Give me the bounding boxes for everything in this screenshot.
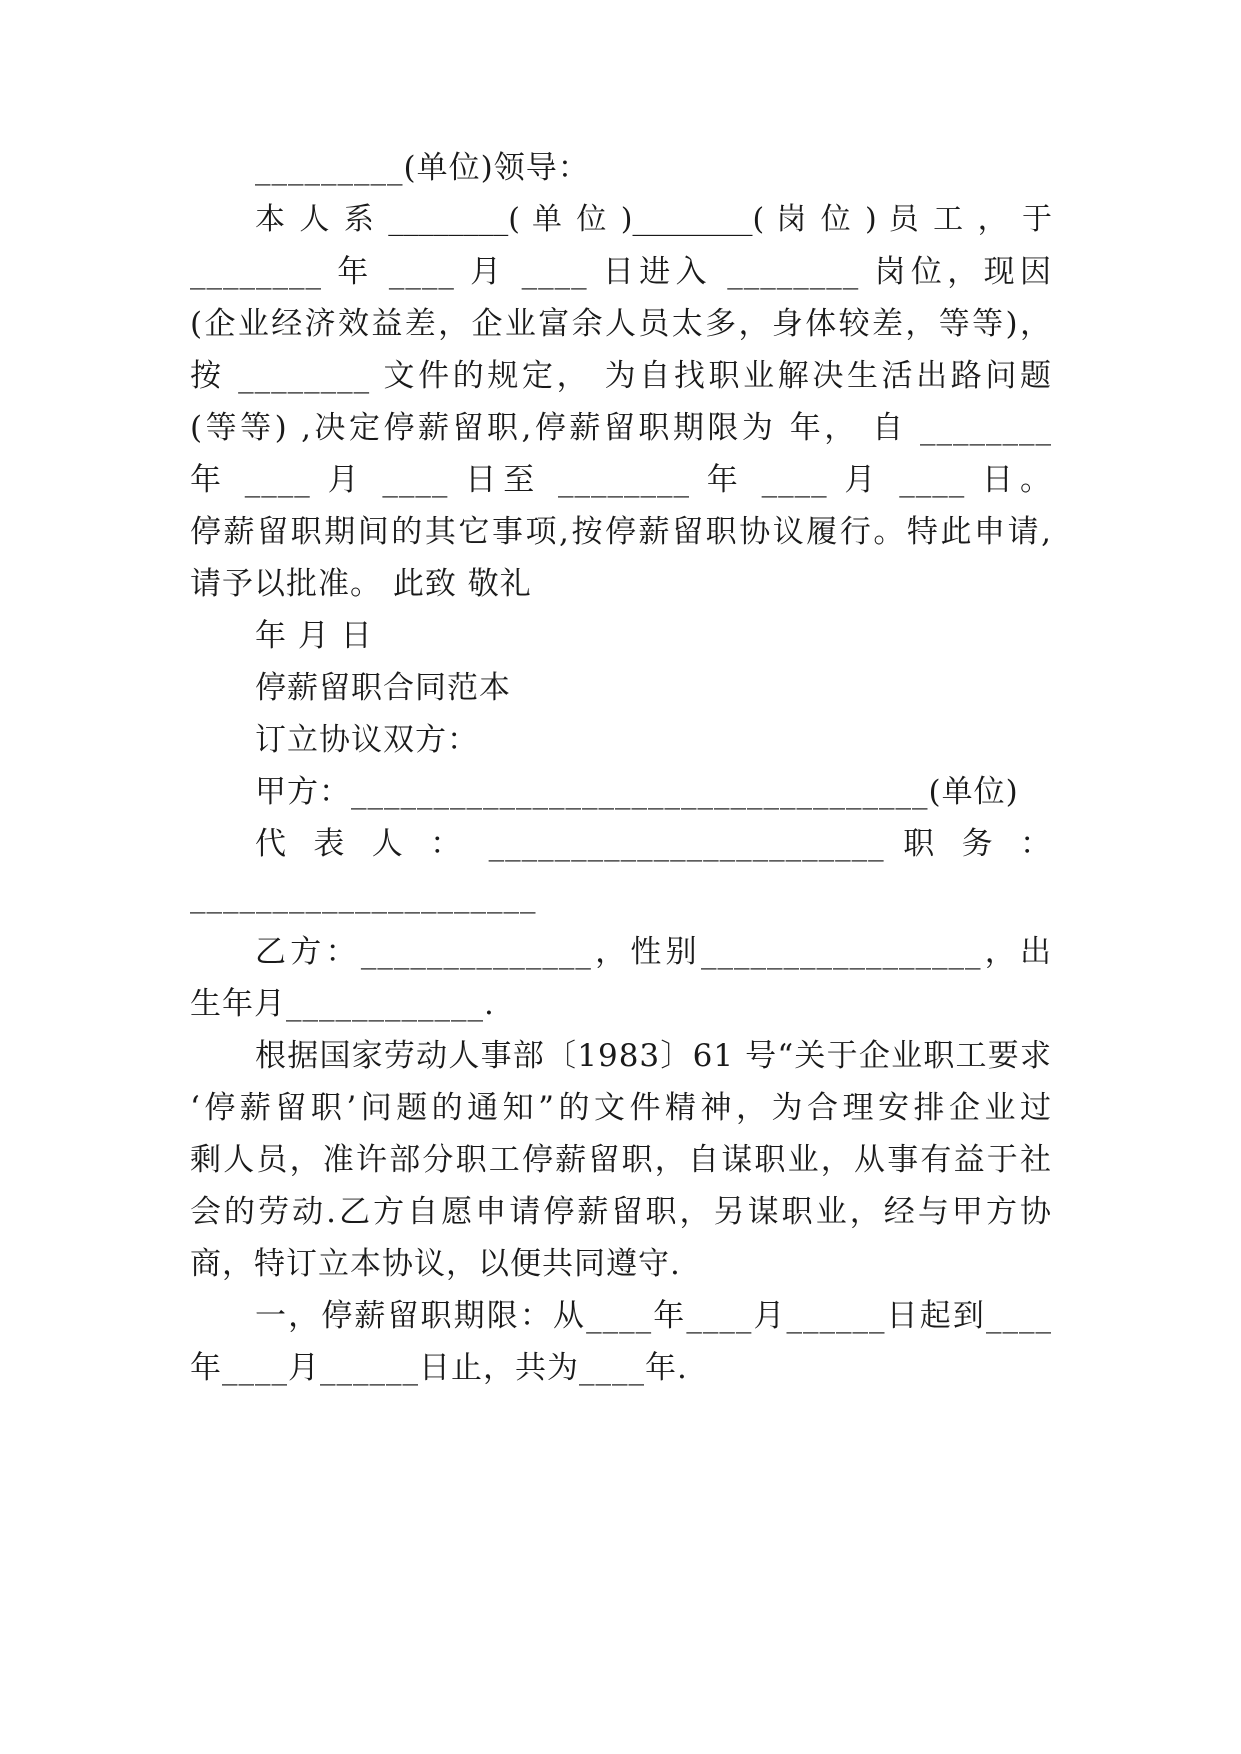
- clause-one-line: 一，停薪留职期限：从____年____月______日起到____: [255, 1298, 1052, 1334]
- date-line: 年 月 日: [255, 618, 373, 654]
- party-a-line: 甲方：___________________________________(单位): [255, 774, 1019, 810]
- body-line: 年 ____ 月 ____ 日至 ________ 年 ____ 月 ____ 日。: [190, 462, 1052, 498]
- body-line: 会的劳动.乙方自愿申请停薪留职，另谋职业，经与甲方协: [190, 1194, 1052, 1230]
- body-line: 停薪留职期间的其它事项,按停薪留职协议履行。特此申请,: [190, 514, 1052, 550]
- clause-one-line: 年____月______日止，共为____年.: [190, 1350, 688, 1386]
- contract-title: 停薪留职合同范本: [255, 670, 511, 706]
- closing-line: 请予以批准。 此致 敬礼: [190, 566, 532, 602]
- body-line: 商，特订立本协议，以便共同遵守.: [190, 1246, 681, 1282]
- parties-heading: 订立协议双方：: [255, 722, 479, 758]
- body-line: 剩人员，准许部分职工停薪留职，自谋职业，从事有益于社: [190, 1142, 1052, 1178]
- position-blank-line: _____________________: [190, 878, 537, 914]
- body-line: (企业经济效益差，企业富余人员太多，身体较差，等等)，: [190, 306, 1052, 342]
- body-line: (等等) ,决定停薪留职,停薪留职期限为 年， 自 ________: [190, 410, 1052, 446]
- body-line: 按 ________ 文件的规定， 为自找职业解决生活出路问题: [190, 358, 1052, 394]
- birth-date-line: 生年月____________.: [190, 986, 495, 1022]
- salutation-line: _________(单位)领导：: [255, 150, 590, 186]
- body-line: 根据国家劳动人事部〔1983〕61 号“关于企业职工要求: [255, 1038, 1052, 1074]
- body-line: 本 人 系 ________( 单 位 )________( 岗 位 ) 员 工 ， 于: [255, 202, 1052, 237]
- body-line: ‘停薪留职’问题的通知”的文件精神，为合理安排企业过: [190, 1090, 1052, 1126]
- representative-line: 代 表 人 ： ________________________ 职 务 ：: [255, 826, 1052, 862]
- body-line: ________ 年 ____ 月 ____ 日进入 ________ 岗位，现因: [190, 254, 1052, 290]
- party-b-line: 乙方：______________，性别_________________，出: [255, 934, 1052, 970]
